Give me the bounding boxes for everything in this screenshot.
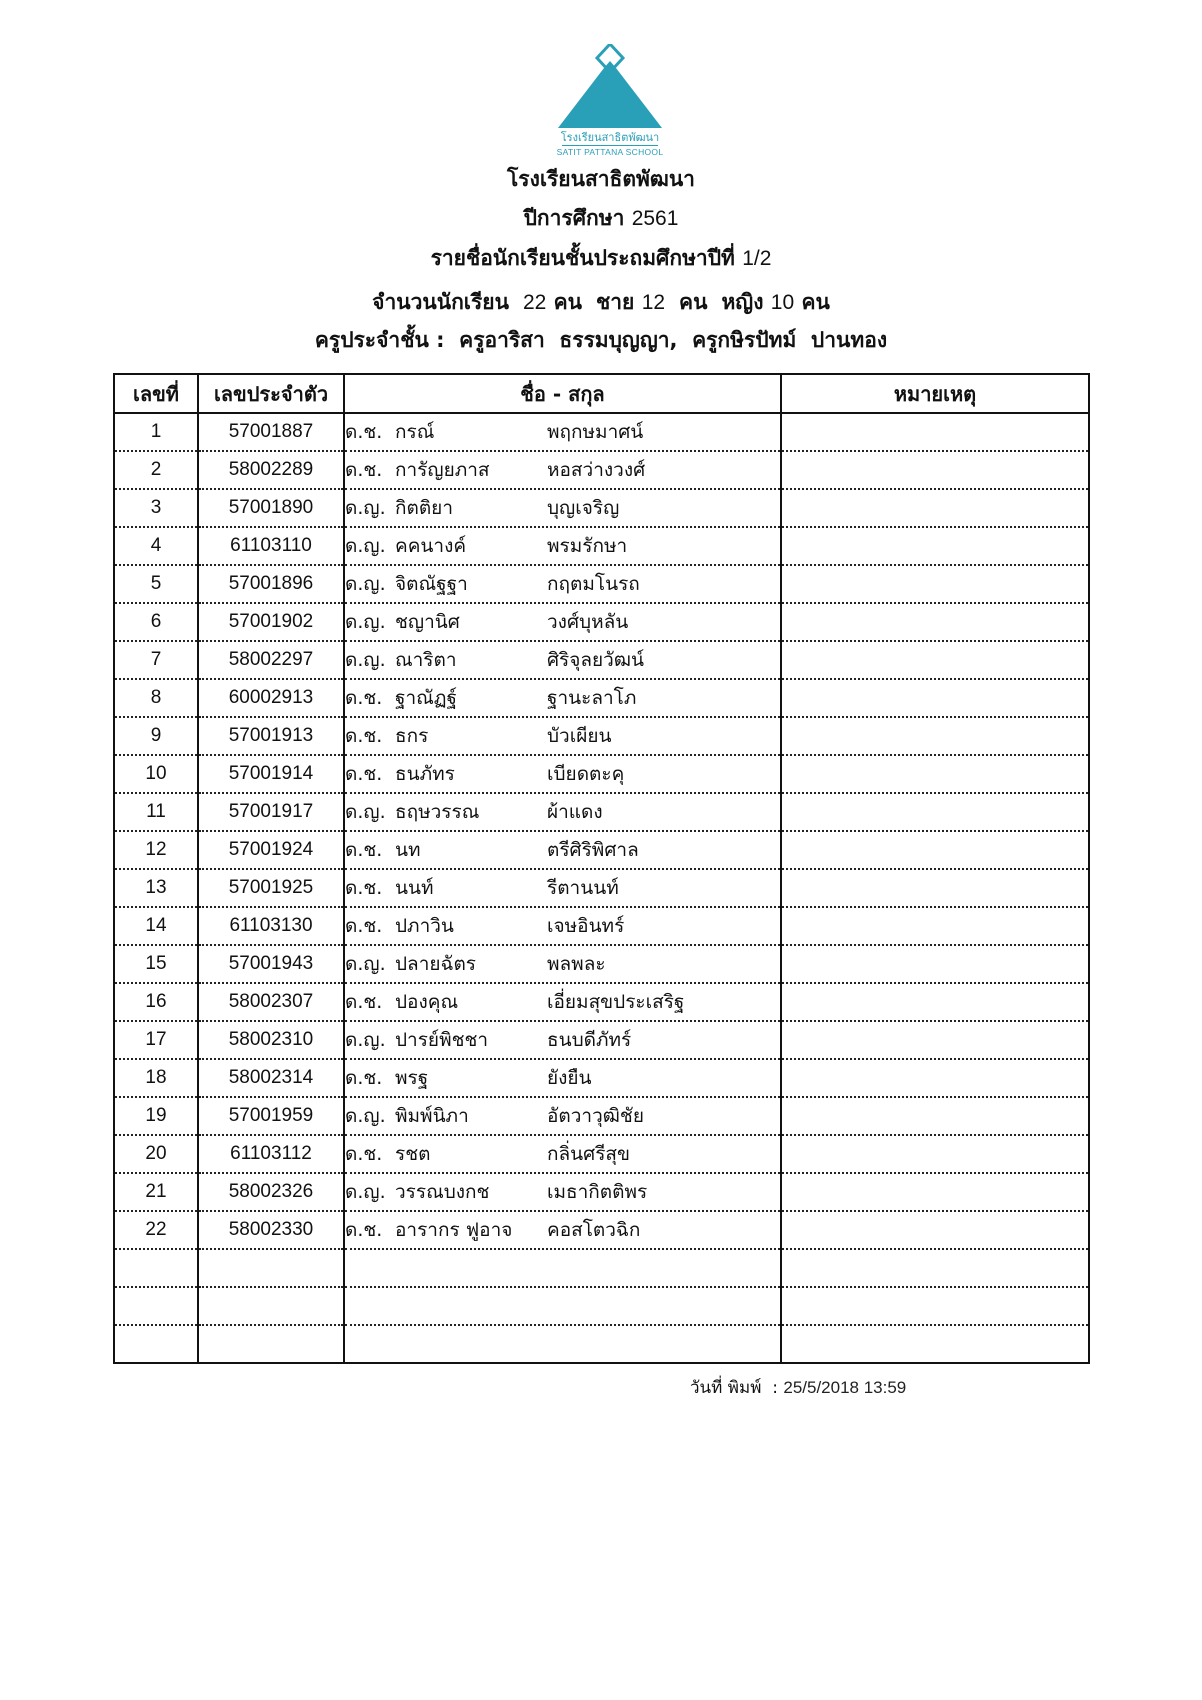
first-name: วรรณบงกช bbox=[395, 1181, 490, 1203]
school-logo bbox=[540, 44, 680, 162]
table-row bbox=[114, 451, 1089, 489]
first-name: พิมพ์นิภา bbox=[395, 1105, 469, 1127]
cell-student-id: 58002289 bbox=[198, 451, 344, 489]
table-row bbox=[114, 983, 1089, 1021]
cell-remarks bbox=[781, 1173, 1089, 1211]
cell-remarks bbox=[781, 603, 1089, 641]
cell-student-id: 57001896 bbox=[198, 565, 344, 603]
cell-name bbox=[344, 527, 781, 565]
cell-student-id: 57001924 bbox=[198, 831, 344, 869]
cell-number: 7 bbox=[114, 641, 198, 679]
male-value: 12 bbox=[641, 291, 666, 314]
name-prefix: ด.ช. bbox=[345, 421, 383, 443]
table-row bbox=[114, 603, 1089, 641]
last-name: อัตวาวุฒิชัย bbox=[547, 1105, 644, 1127]
print-date-value: 25/5/2018 13:59 bbox=[783, 1378, 907, 1397]
homeroom-teachers bbox=[0, 326, 1202, 354]
cell-student-id: 57001890 bbox=[198, 489, 344, 527]
column-header-student-id: เลขประจำตัว bbox=[198, 374, 344, 413]
teachers-value: ครูอาริสา ธรรมบุญญา, ครูกษิรปัทม์ ปานทอง bbox=[459, 328, 888, 352]
first-name: พรฐ bbox=[395, 1067, 429, 1089]
cell-student-id: 57001959 bbox=[198, 1097, 344, 1135]
first-name: จิตณัฐฐา bbox=[395, 573, 468, 595]
cell-student-id: 60002913 bbox=[198, 679, 344, 717]
last-name: ยังยืน bbox=[547, 1067, 592, 1089]
cell-number: 6 bbox=[114, 603, 198, 641]
first-name: ธฤษวรรณ bbox=[395, 801, 480, 823]
name-prefix: ด.ช. bbox=[345, 687, 383, 709]
first-name: ธกร bbox=[395, 725, 429, 747]
first-name: ฐาณัฏฐ์ bbox=[395, 687, 458, 709]
name-prefix: ด.ญ. bbox=[345, 1181, 386, 1203]
table-row bbox=[114, 869, 1089, 907]
cell-name bbox=[344, 1135, 781, 1173]
cell-remarks bbox=[781, 1135, 1089, 1173]
last-name: ศิริจุลยวัฒน์ bbox=[547, 649, 644, 671]
cell-number bbox=[114, 1249, 198, 1287]
student-count bbox=[0, 288, 1202, 317]
female-label: หญิง bbox=[721, 290, 764, 314]
cell-remarks bbox=[781, 641, 1089, 679]
academic-year bbox=[0, 204, 1202, 233]
list-title bbox=[0, 244, 1202, 273]
print-date bbox=[690, 1374, 906, 1401]
table-row bbox=[114, 1287, 1089, 1325]
print-date-separator: : bbox=[772, 1378, 778, 1398]
name-prefix: ด.ช. bbox=[345, 877, 383, 899]
cell-number bbox=[114, 1287, 198, 1325]
last-name: หอสว่างวงศ์ bbox=[547, 459, 646, 481]
cell-student-id: 61103110 bbox=[198, 527, 344, 565]
logo-triangle-icon bbox=[540, 44, 680, 132]
cell-number: 10 bbox=[114, 755, 198, 793]
cell-remarks bbox=[781, 1287, 1089, 1325]
cell-remarks bbox=[781, 679, 1089, 717]
last-name: กฤตมโนรถ bbox=[547, 573, 640, 595]
cell-number: 17 bbox=[114, 1021, 198, 1059]
academic-year-label: ปีการศึกษา bbox=[523, 206, 625, 230]
table-row bbox=[114, 413, 1089, 451]
cell-name bbox=[344, 1173, 781, 1211]
cell-remarks bbox=[781, 945, 1089, 983]
cell-number: 9 bbox=[114, 717, 198, 755]
name-prefix: ด.ช. bbox=[345, 915, 383, 937]
cell-number: 4 bbox=[114, 527, 198, 565]
cell-student-id: 57001925 bbox=[198, 869, 344, 907]
cell-number: 13 bbox=[114, 869, 198, 907]
name-prefix: ด.ญ. bbox=[345, 573, 386, 595]
table-row bbox=[114, 1059, 1089, 1097]
cell-remarks bbox=[781, 1211, 1089, 1249]
total-value: 22 bbox=[522, 291, 547, 314]
cell-number: 19 bbox=[114, 1097, 198, 1135]
cell-remarks bbox=[781, 869, 1089, 907]
cell-number: 8 bbox=[114, 679, 198, 717]
cell-name bbox=[344, 907, 781, 945]
table-row bbox=[114, 907, 1089, 945]
last-name: รีตานนท์ bbox=[547, 877, 619, 899]
cell-number: 12 bbox=[114, 831, 198, 869]
last-name: พรมรักษา bbox=[547, 535, 628, 557]
cell-student-id: 61103112 bbox=[198, 1135, 344, 1173]
cell-name bbox=[344, 1211, 781, 1249]
cell-remarks bbox=[781, 1097, 1089, 1135]
cell-student-id: 58002314 bbox=[198, 1059, 344, 1097]
last-name: ตรีศิริพิศาล bbox=[547, 839, 639, 861]
cell-remarks bbox=[781, 983, 1089, 1021]
cell-name bbox=[344, 603, 781, 641]
table-row bbox=[114, 679, 1089, 717]
first-name: ปองคุณ bbox=[395, 991, 459, 1013]
cell-number: 14 bbox=[114, 907, 198, 945]
cell-number: 2 bbox=[114, 451, 198, 489]
cell-student-id: 57001902 bbox=[198, 603, 344, 641]
cell-remarks bbox=[781, 831, 1089, 869]
cell-number: 20 bbox=[114, 1135, 198, 1173]
cell-remarks bbox=[781, 755, 1089, 793]
name-prefix: ด.ช. bbox=[345, 839, 383, 861]
name-prefix: ด.ช. bbox=[345, 725, 383, 747]
cell-student-id: 57001943 bbox=[198, 945, 344, 983]
last-name: ฐานะลาโภ bbox=[547, 687, 637, 709]
first-name: ปภาวิน bbox=[395, 915, 454, 937]
last-name: กลิ่นศรีสุข bbox=[547, 1143, 630, 1165]
cell-student-id: 57001913 bbox=[198, 717, 344, 755]
cell-remarks bbox=[781, 451, 1089, 489]
table-row bbox=[114, 565, 1089, 603]
name-prefix: ด.ช. bbox=[345, 1143, 383, 1165]
teachers-label: ครูประจำชั้น : bbox=[314, 328, 445, 352]
name-prefix: ด.ญ. bbox=[345, 535, 386, 557]
last-name: พฤกษมาศน์ bbox=[547, 421, 644, 443]
cell-remarks bbox=[781, 1325, 1089, 1363]
name-prefix: ด.ญ. bbox=[345, 497, 386, 519]
class-value: 1/2 bbox=[742, 247, 772, 270]
logo-text-english: SATIT PATTANA SCHOOL bbox=[556, 147, 664, 157]
cell-name bbox=[344, 413, 781, 451]
cell-name bbox=[344, 679, 781, 717]
cell-name bbox=[344, 983, 781, 1021]
name-prefix: ด.ญ. bbox=[345, 953, 386, 975]
cell-name bbox=[344, 1249, 781, 1287]
last-name: เบียดตะคุ bbox=[547, 763, 625, 785]
cell-student-id bbox=[198, 1325, 344, 1363]
cell-name bbox=[344, 1097, 781, 1135]
first-name: การัญยภาส bbox=[395, 459, 490, 481]
table-row bbox=[114, 831, 1089, 869]
last-name: พลพละ bbox=[547, 953, 606, 975]
last-name: คอสโตวฉิก bbox=[547, 1219, 641, 1241]
cell-student-id: 58002326 bbox=[198, 1173, 344, 1211]
cell-remarks bbox=[781, 717, 1089, 755]
first-name: คคนางค์ bbox=[395, 535, 467, 557]
school-name: โรงเรียนสาธิตพัฒนา bbox=[507, 167, 695, 191]
cell-name bbox=[344, 831, 781, 869]
table-row bbox=[114, 945, 1089, 983]
name-prefix: ด.ญ. bbox=[345, 1105, 386, 1127]
table-row bbox=[114, 793, 1089, 831]
table-row bbox=[114, 641, 1089, 679]
first-name: ธนภัทร bbox=[395, 763, 455, 785]
cell-number: 18 bbox=[114, 1059, 198, 1097]
first-name: ณาริตา bbox=[395, 649, 457, 671]
cell-number: 1 bbox=[114, 413, 198, 451]
cell-remarks bbox=[781, 793, 1089, 831]
cell-number: 21 bbox=[114, 1173, 198, 1211]
logo-divider bbox=[562, 145, 658, 146]
table-row bbox=[114, 1135, 1089, 1173]
unit-label: คน bbox=[679, 290, 708, 314]
name-prefix: ด.ช. bbox=[345, 1219, 383, 1241]
first-name: กิตติยา bbox=[395, 497, 453, 519]
column-header-remarks: หมายเหตุ bbox=[781, 374, 1089, 413]
cell-student-id: 57001917 bbox=[198, 793, 344, 831]
unit-label: คน bbox=[553, 290, 583, 314]
cell-number: 15 bbox=[114, 945, 198, 983]
cell-student-id: 58002310 bbox=[198, 1021, 344, 1059]
cell-student-id: 58002297 bbox=[198, 641, 344, 679]
name-prefix: ด.ญ. bbox=[345, 1029, 386, 1051]
total-label: จำนวนนักเรียน bbox=[372, 290, 509, 314]
list-title-label: รายชื่อนักเรียนชั้นประถมศึกษาปีที่ bbox=[430, 246, 735, 270]
cell-student-id: 61103130 bbox=[198, 907, 344, 945]
table-header-row bbox=[114, 374, 1089, 413]
cell-number: 16 bbox=[114, 983, 198, 1021]
first-name: นนท์ bbox=[395, 877, 434, 899]
first-name: กรณ์ bbox=[395, 421, 435, 443]
last-name: บุญเจริญ bbox=[547, 497, 620, 519]
table-row bbox=[114, 1211, 1089, 1249]
name-prefix: ด.ญ. bbox=[345, 801, 386, 823]
cell-student-id: 57001887 bbox=[198, 413, 344, 451]
first-name: ชญานิศ bbox=[395, 611, 460, 633]
print-date-label: วันที่ พิมพ์ bbox=[690, 1378, 762, 1398]
table-row bbox=[114, 1249, 1089, 1287]
academic-year-value: 2561 bbox=[631, 207, 679, 230]
cell-number: 11 bbox=[114, 793, 198, 831]
column-header-name: ชื่อ - สกุล bbox=[344, 374, 781, 413]
cell-student-id: 57001914 bbox=[198, 755, 344, 793]
table-row bbox=[114, 489, 1089, 527]
name-prefix: ด.ญ. bbox=[345, 649, 386, 671]
cell-name bbox=[344, 869, 781, 907]
table-row bbox=[114, 717, 1089, 755]
cell-name bbox=[344, 1325, 781, 1363]
cell-student-id: 58002307 bbox=[198, 983, 344, 1021]
cell-student-id bbox=[198, 1287, 344, 1325]
cell-remarks bbox=[781, 1059, 1089, 1097]
last-name: เมธากิตติพร bbox=[547, 1181, 648, 1203]
cell-student-id: 58002330 bbox=[198, 1211, 344, 1249]
table-row bbox=[114, 1325, 1089, 1363]
name-prefix: ด.ช. bbox=[345, 459, 383, 481]
cell-remarks bbox=[781, 527, 1089, 565]
name-prefix: ด.ช. bbox=[345, 991, 383, 1013]
cell-remarks bbox=[781, 565, 1089, 603]
cell-number bbox=[114, 1325, 198, 1363]
table-row bbox=[114, 1021, 1089, 1059]
cell-name bbox=[344, 641, 781, 679]
male-label: ชาย bbox=[596, 290, 635, 314]
first-name: ปารย์พิชชา bbox=[395, 1029, 489, 1051]
female-value: 10 bbox=[770, 291, 795, 314]
cell-name bbox=[344, 755, 781, 793]
cell-name bbox=[344, 565, 781, 603]
last-name: ผ้าแดง bbox=[547, 801, 603, 823]
last-name: ธนบดีภัทร์ bbox=[547, 1029, 632, 1051]
cell-name bbox=[344, 793, 781, 831]
last-name: เจษอินทร์ bbox=[547, 915, 625, 937]
first-name: ปลายฉัตร bbox=[395, 953, 476, 975]
cell-remarks bbox=[781, 413, 1089, 451]
first-name: รชต bbox=[395, 1143, 431, 1165]
cell-remarks bbox=[781, 1021, 1089, 1059]
cell-name bbox=[344, 489, 781, 527]
cell-name bbox=[344, 451, 781, 489]
cell-number: 5 bbox=[114, 565, 198, 603]
table-row bbox=[114, 527, 1089, 565]
last-name: วงศ์บุหลัน bbox=[547, 611, 629, 633]
column-header-number: เลขที่ bbox=[114, 374, 198, 413]
name-prefix: ด.ช. bbox=[345, 763, 383, 785]
cell-name bbox=[344, 1021, 781, 1059]
logo-text-thai: โรงเรียนสาธิตพัฒนา bbox=[560, 131, 660, 144]
name-prefix: ด.ช. bbox=[345, 1067, 383, 1089]
cell-student-id bbox=[198, 1249, 344, 1287]
cell-number: 3 bbox=[114, 489, 198, 527]
cell-name bbox=[344, 1059, 781, 1097]
cell-remarks bbox=[781, 907, 1089, 945]
cell-name bbox=[344, 945, 781, 983]
first-name: อารากร ฟูอาจ bbox=[395, 1219, 513, 1241]
cell-remarks bbox=[781, 489, 1089, 527]
table-row bbox=[114, 755, 1089, 793]
last-name: บัวเผียน bbox=[547, 725, 612, 747]
cell-name bbox=[344, 1287, 781, 1325]
name-prefix: ด.ญ. bbox=[345, 611, 386, 633]
last-name: เอี่ยมสุขประเสริฐ bbox=[547, 991, 685, 1013]
student-roster-table bbox=[113, 373, 1090, 1364]
table-row bbox=[114, 1173, 1089, 1211]
cell-remarks bbox=[781, 1249, 1089, 1287]
table-row bbox=[114, 1097, 1089, 1135]
unit-label: คน bbox=[801, 290, 830, 314]
cell-number: 22 bbox=[114, 1211, 198, 1249]
first-name: นท bbox=[395, 839, 421, 861]
cell-name bbox=[344, 717, 781, 755]
